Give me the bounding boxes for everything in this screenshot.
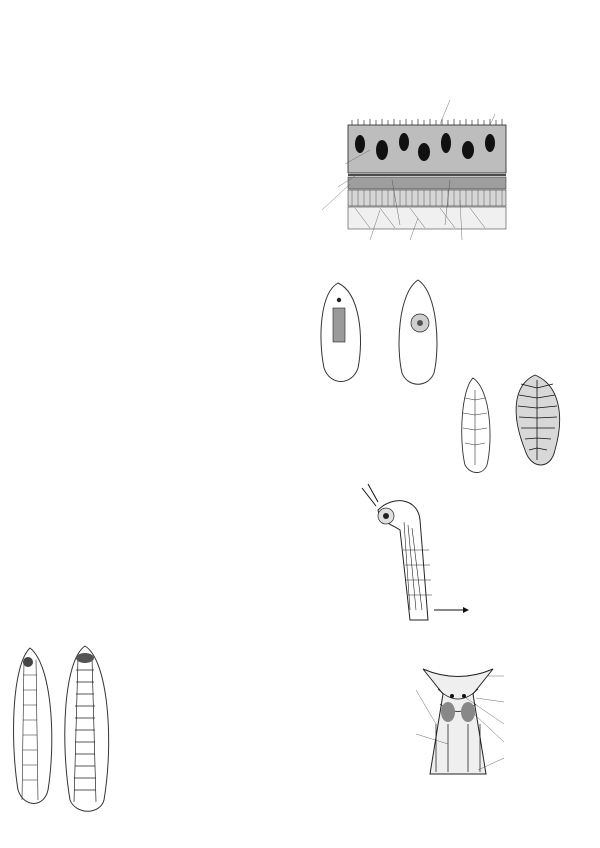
protonephridium-figure bbox=[338, 480, 558, 630]
nervous-head-figure bbox=[378, 664, 563, 779]
flatworm-nerve-figure bbox=[0, 640, 165, 815]
body-wall-figure bbox=[300, 80, 520, 260]
gut-figure bbox=[425, 370, 600, 475]
